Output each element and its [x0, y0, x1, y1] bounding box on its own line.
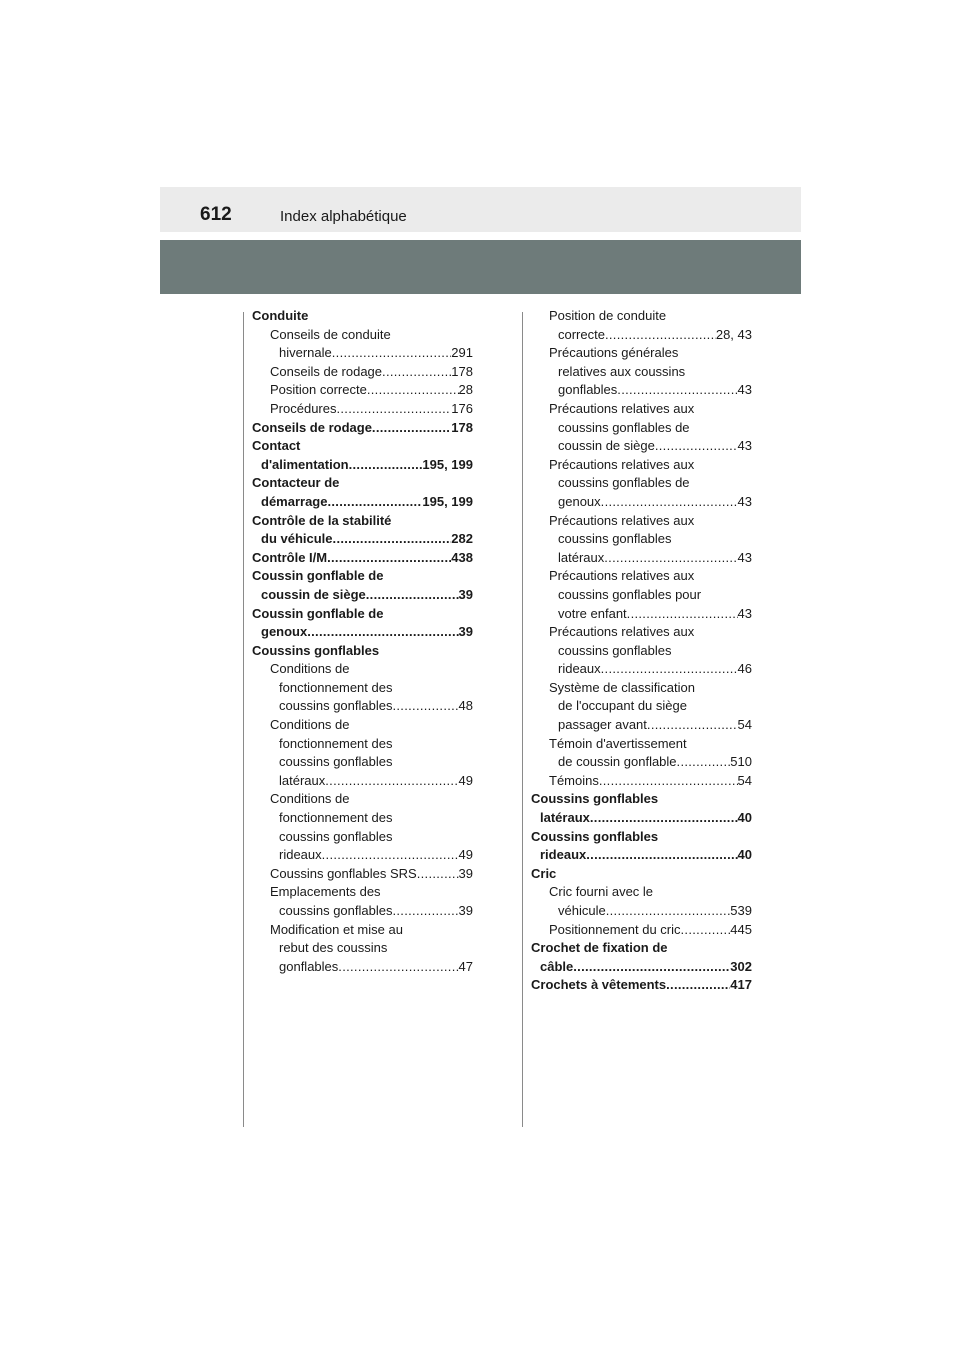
entry-text: coussins gonflables — [279, 698, 393, 714]
page-number: 612 — [200, 204, 232, 225]
dot-leader — [599, 772, 738, 791]
index-subentry — [531, 456, 752, 512]
index-entry — [531, 939, 752, 976]
index-entry — [531, 976, 752, 995]
entry-line — [531, 623, 752, 642]
dot-leader — [655, 437, 738, 456]
index-subentry — [252, 660, 473, 716]
entry-line — [531, 716, 752, 735]
page-reference: 510 — [730, 754, 752, 770]
entry-line — [531, 679, 752, 698]
entry-line — [531, 642, 752, 661]
dot-leader — [366, 586, 459, 605]
dot-leader — [349, 456, 423, 475]
entry-text: genoux — [558, 493, 601, 509]
page-reference: 445 — [730, 921, 752, 937]
page-reference: 178 — [451, 419, 473, 435]
entry-text: Coussins gonflables — [531, 791, 659, 807]
entry-text: Coussins gonflables — [531, 828, 659, 844]
entry-text: gonflables — [558, 382, 618, 398]
entry-text: Conseils de rodage — [252, 419, 372, 435]
entry-line — [531, 939, 752, 958]
entry-line — [252, 865, 473, 884]
entry-text: passager avant — [558, 717, 647, 733]
entry-line — [252, 772, 473, 791]
entry-text: Coussin gonflable de — [252, 568, 384, 584]
entry-text: Témoin d'avertissement — [549, 735, 687, 751]
dot-leader — [338, 958, 458, 977]
entry-text: rideaux — [540, 847, 587, 863]
entry-text: câble — [540, 958, 574, 974]
entry-line — [531, 549, 752, 568]
dot-leader — [681, 921, 731, 940]
page-reference: 43 — [737, 493, 752, 509]
left-column-rule — [243, 312, 244, 1127]
entry-line — [252, 735, 473, 754]
index-column-right — [531, 307, 752, 995]
page-reference: 43 — [737, 438, 752, 454]
dot-leader — [392, 697, 458, 716]
entry-text: coussins gonflables — [279, 903, 393, 918]
page-reference: 49 — [458, 847, 473, 863]
dot-leader — [325, 772, 458, 791]
entry-line — [531, 530, 752, 549]
entry-line — [531, 419, 752, 438]
entry-line — [252, 586, 473, 605]
entry-text: Conduite — [252, 308, 309, 323]
entry-line — [252, 605, 473, 624]
dot-leader — [332, 344, 452, 363]
entry-text: Contacteur de — [252, 475, 340, 491]
index-entry — [252, 605, 473, 642]
entry-line — [531, 735, 752, 754]
dot-leader — [647, 716, 738, 735]
entry-text: véhicule — [558, 903, 606, 918]
dot-leader — [327, 549, 451, 568]
index-entry — [252, 567, 473, 604]
index-subentry — [531, 921, 752, 940]
entry-line — [531, 493, 752, 512]
entry-line — [252, 400, 473, 419]
index-entry — [252, 307, 473, 326]
dot-leader — [604, 549, 737, 568]
index-entry — [252, 474, 473, 511]
entry-line — [252, 326, 473, 345]
page-reference: 195, 199 — [422, 456, 473, 472]
entry-text: votre enfant — [558, 605, 627, 621]
entry-text: Coussins gonflables SRS — [270, 865, 417, 881]
entry-line — [531, 828, 752, 847]
dot-leader — [322, 846, 459, 865]
entry-text: Système de classification — [549, 679, 695, 695]
entry-line — [531, 976, 752, 995]
entry-text: Précautions relatives aux — [549, 400, 695, 416]
entry-text: démarrage — [261, 493, 328, 509]
entry-text: Conseils de conduite — [270, 326, 391, 342]
index-subentry — [252, 865, 473, 884]
entry-line — [531, 363, 752, 382]
entry-text: Précautions générales — [549, 345, 679, 361]
entry-text: latéraux — [279, 772, 326, 788]
entry-text: Position de conduite — [549, 308, 667, 323]
entry-text: Contrôle I/M — [252, 549, 328, 565]
entry-line — [531, 437, 752, 456]
index-subentry — [531, 512, 752, 568]
page-reference: 39 — [458, 586, 473, 602]
index-subentry — [531, 735, 752, 772]
entry-text: coussins gonflables — [558, 642, 672, 658]
index-subentry — [252, 363, 473, 382]
index-subentry — [531, 344, 752, 400]
page-reference: 28, 43 — [715, 326, 752, 342]
entry-line — [531, 326, 752, 345]
page-reference: 47 — [458, 958, 473, 974]
dot-leader — [573, 958, 730, 977]
entry-line — [252, 883, 473, 902]
entry-text: Emplacements des — [270, 884, 381, 900]
entry-line — [252, 623, 473, 642]
index-subentry — [252, 400, 473, 419]
entry-line — [531, 567, 752, 586]
entry-text: Conditions de — [270, 661, 350, 677]
entry-text: rideaux — [558, 661, 601, 677]
entry-text: Précautions relatives aux — [549, 624, 695, 640]
header-band — [160, 187, 801, 232]
entry-text: fonctionnement des — [279, 810, 393, 826]
entry-line — [252, 419, 473, 438]
entry-text: hivernale — [279, 345, 332, 361]
entry-text: coussins gonflables de — [558, 419, 690, 435]
entry-text: coussins gonflables — [279, 754, 393, 770]
dot-leader — [590, 809, 738, 828]
entry-text: coussins gonflables pour — [558, 586, 702, 602]
dot-leader — [333, 530, 452, 549]
dot-leader — [307, 623, 458, 642]
entry-line — [252, 809, 473, 828]
entry-line — [252, 363, 473, 382]
entry-text: Contrôle de la stabilité — [252, 512, 392, 528]
page-reference: 291 — [451, 345, 473, 361]
index-subentry — [531, 307, 752, 344]
entry-line — [531, 307, 752, 326]
entry-text: correcte — [558, 326, 605, 342]
index-entry — [252, 437, 473, 474]
entry-line — [252, 642, 473, 661]
entry-text: Témoins — [549, 772, 599, 788]
entry-line — [531, 753, 752, 772]
entry-text: du véhicule — [261, 531, 333, 547]
entry-text: Précautions relatives aux — [549, 512, 695, 528]
entry-line — [252, 474, 473, 493]
entry-line — [531, 958, 752, 977]
entry-line — [252, 902, 473, 921]
entry-line — [531, 883, 752, 902]
entry-text: Positionnement du cric — [549, 921, 681, 937]
entry-line — [531, 474, 752, 493]
dot-leader — [382, 363, 451, 382]
page-reference: 39 — [458, 624, 473, 640]
entry-text: Contact — [252, 438, 301, 454]
entry-text: coussins gonflables — [558, 531, 672, 547]
entry-line — [531, 772, 752, 791]
entry-line — [252, 846, 473, 865]
index-subentry — [252, 381, 473, 400]
index-subentry — [531, 772, 752, 791]
entry-line — [252, 939, 473, 958]
entry-line — [252, 958, 473, 977]
dot-leader — [601, 660, 738, 679]
dot-leader — [336, 400, 451, 419]
entry-line — [531, 902, 752, 921]
page-reference: 438 — [451, 549, 473, 565]
index-subentry — [252, 326, 473, 363]
entry-line — [531, 660, 752, 679]
entry-text: coussins gonflables — [279, 828, 393, 844]
page-reference: 39 — [458, 865, 473, 881]
index-entry — [531, 865, 752, 884]
entry-text: Crochet de fixation de — [531, 940, 668, 956]
entry-line — [252, 567, 473, 586]
page-reference: 49 — [458, 772, 473, 788]
entry-text: fonctionnement des — [279, 735, 393, 751]
entry-text: de coussin gonflable — [558, 754, 677, 770]
page-reference: 539 — [730, 903, 752, 918]
dot-leader — [677, 753, 731, 772]
entry-line — [252, 344, 473, 363]
index-subentry — [252, 790, 473, 864]
entry-line — [252, 493, 473, 512]
entry-text: coussin de siège — [261, 586, 366, 602]
entry-line — [252, 716, 473, 735]
entry-text: coussins gonflables de — [558, 475, 690, 491]
index-subentry — [252, 716, 473, 790]
entry-text: d'alimentation — [261, 456, 349, 472]
page-reference: 40 — [737, 810, 752, 826]
dot-leader — [417, 865, 459, 884]
entry-text: de l'occupant du siège — [558, 698, 687, 714]
entry-line — [252, 660, 473, 679]
page-reference: 43 — [737, 549, 752, 565]
entry-line — [252, 307, 473, 326]
entry-text: Crochets à vêtements — [531, 977, 667, 993]
page-reference: 54 — [737, 772, 752, 788]
entry-text: Conditions de — [270, 717, 350, 733]
page-reference: 417 — [730, 977, 752, 993]
page-reference: 43 — [737, 382, 752, 398]
entry-line — [252, 790, 473, 809]
entry-line — [531, 697, 752, 716]
index-entry — [252, 642, 473, 661]
entry-text: fonctionnement des — [279, 679, 393, 695]
entry-text: rideaux — [279, 847, 322, 863]
index-subentry — [531, 400, 752, 456]
page-reference: 39 — [458, 903, 473, 918]
index-subentry — [252, 883, 473, 920]
entry-text: relatives aux coussins — [558, 363, 686, 379]
entry-line — [252, 530, 473, 549]
entry-text: Précautions relatives aux — [549, 456, 695, 472]
entry-line — [252, 753, 473, 772]
entry-line — [252, 921, 473, 940]
entry-text: Procédures — [270, 400, 337, 416]
entry-line — [531, 605, 752, 624]
entry-line — [531, 512, 752, 531]
entry-line — [252, 549, 473, 568]
index-entry — [531, 828, 752, 865]
dot-leader — [327, 493, 422, 512]
page-reference: 302 — [730, 958, 752, 974]
dot-leader — [601, 493, 738, 512]
page-reference: 48 — [458, 698, 473, 714]
entry-line — [252, 697, 473, 716]
dot-leader — [606, 902, 731, 921]
entry-line — [531, 400, 752, 419]
entry-text: Coussin gonflable de — [252, 605, 384, 621]
section-title: Index alphabétique — [280, 208, 407, 225]
dot-leader — [605, 326, 716, 345]
entry-text: gonflables — [279, 958, 339, 974]
entry-text: coussin de siège — [558, 438, 655, 454]
page-reference: 176 — [451, 400, 473, 416]
index-entry — [252, 512, 473, 549]
entry-line — [252, 381, 473, 400]
index-entry — [252, 549, 473, 568]
entry-line — [252, 437, 473, 456]
dot-leader — [392, 902, 458, 921]
index-column-left — [252, 307, 473, 976]
entry-line — [531, 790, 752, 809]
page-reference: 54 — [737, 717, 752, 733]
index-subentry — [531, 567, 752, 623]
entry-line — [252, 456, 473, 475]
index-subentry — [531, 623, 752, 679]
entry-line — [531, 381, 752, 400]
header-grey-bar — [160, 240, 801, 294]
dot-leader — [627, 605, 738, 624]
page-reference: 178 — [451, 363, 473, 379]
entry-line — [531, 344, 752, 363]
entry-text: Cric fourni avec le — [549, 884, 654, 900]
entry-line — [531, 865, 752, 884]
page-reference: 282 — [451, 531, 473, 547]
index-subentry — [531, 679, 752, 735]
dot-leader — [586, 846, 737, 865]
entry-line — [252, 512, 473, 531]
entry-text: Coussins gonflables — [252, 642, 380, 658]
entry-text: Position correcte — [270, 382, 367, 398]
entry-line — [531, 456, 752, 475]
page-reference: 195, 199 — [422, 493, 473, 509]
entry-text: Conseils de rodage — [270, 363, 383, 379]
entry-line — [531, 586, 752, 605]
dot-leader — [617, 381, 737, 400]
dot-leader — [367, 381, 459, 400]
entry-text: rebut des coussins — [279, 940, 388, 956]
index-subentry — [531, 883, 752, 920]
entry-text: Cric — [531, 865, 557, 881]
dot-leader — [372, 419, 451, 438]
dot-leader — [666, 976, 730, 995]
page-reference: 28 — [458, 382, 473, 398]
entry-line — [252, 679, 473, 698]
entry-text: latéraux — [540, 810, 590, 826]
entry-line — [531, 846, 752, 865]
entry-line — [531, 921, 752, 940]
entry-line — [531, 809, 752, 828]
page-reference: 46 — [737, 661, 752, 677]
index-entry — [252, 419, 473, 438]
index-subentry — [252, 921, 473, 977]
entry-text: genoux — [261, 624, 308, 640]
index-entry — [531, 790, 752, 827]
entry-text: latéraux — [558, 549, 605, 565]
entry-text: Conditions de — [270, 791, 350, 807]
entry-text: Modification et mise au — [270, 921, 403, 937]
page-reference: 40 — [737, 847, 752, 863]
right-column-rule — [522, 312, 523, 1127]
page-reference: 43 — [737, 605, 752, 621]
entry-text: Précautions relatives aux — [549, 568, 695, 584]
entry-line — [252, 828, 473, 847]
